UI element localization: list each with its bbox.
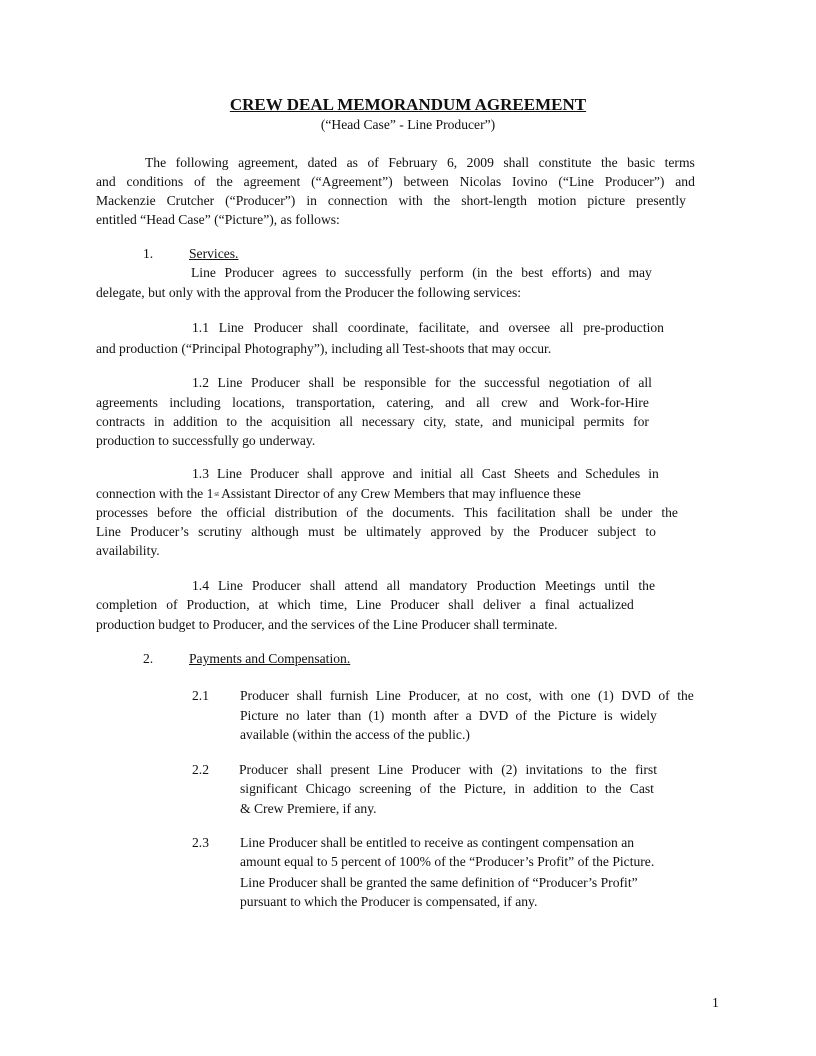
word: facilitate, bbox=[418, 320, 470, 335]
word: negotiation bbox=[548, 375, 610, 390]
clause-line: pursuant to which the Producer is compensated, if any. bbox=[240, 894, 538, 909]
word: a bbox=[465, 708, 472, 723]
word: municipal bbox=[520, 414, 575, 429]
word: the bbox=[610, 762, 627, 777]
word: Line bbox=[356, 597, 382, 612]
word: 1.1 bbox=[192, 320, 209, 335]
word: crew bbox=[501, 395, 528, 410]
word: following bbox=[175, 155, 229, 170]
word: 2009 bbox=[466, 155, 494, 170]
word: shall bbox=[296, 688, 323, 703]
word: Line bbox=[96, 524, 121, 539]
word: best bbox=[521, 265, 544, 280]
section-heading: Services. bbox=[189, 246, 239, 261]
word: between bbox=[403, 174, 449, 189]
word: of bbox=[194, 174, 206, 189]
word: Crutcher bbox=[166, 193, 215, 208]
word: addition bbox=[173, 414, 218, 429]
clause-line bbox=[239, 762, 657, 778]
clause-line: production budget to Producer, and the services of the Line Producer shall terminate. bbox=[96, 617, 558, 632]
word: scrutiny bbox=[198, 524, 242, 539]
word: agrees bbox=[282, 265, 317, 280]
word: shall bbox=[308, 375, 335, 390]
word: in bbox=[514, 781, 525, 796]
word: which bbox=[277, 597, 311, 612]
word: a bbox=[529, 597, 536, 612]
word: until bbox=[604, 578, 630, 593]
word: present bbox=[330, 762, 370, 777]
word: motion bbox=[537, 193, 577, 208]
clause-line: Line Producer shall be granted the same definition of “Producer’s Profit” bbox=[240, 875, 638, 890]
word: (in bbox=[472, 265, 488, 280]
word: one bbox=[570, 688, 591, 703]
word: and bbox=[96, 174, 116, 189]
word: invitations bbox=[525, 762, 583, 777]
word: state, bbox=[455, 414, 484, 429]
word: shall bbox=[503, 155, 530, 170]
word: significant bbox=[240, 781, 298, 796]
word: under bbox=[621, 505, 653, 520]
word: (2) bbox=[501, 762, 518, 777]
word: documents. bbox=[392, 505, 455, 520]
clause-number: 2.2 bbox=[192, 762, 209, 777]
word: be bbox=[599, 505, 613, 520]
word: as bbox=[346, 155, 358, 170]
intro-line bbox=[145, 155, 695, 171]
word: Line bbox=[217, 578, 243, 593]
word: at bbox=[258, 597, 269, 612]
word: Line bbox=[191, 265, 216, 280]
word: in bbox=[648, 466, 659, 481]
word: the bbox=[534, 708, 551, 723]
word: approved bbox=[430, 524, 482, 539]
word: 1.4 bbox=[192, 578, 209, 593]
word: and bbox=[675, 174, 695, 189]
word: no bbox=[285, 708, 300, 723]
word: (“Agreement”) bbox=[311, 174, 393, 189]
word: shall bbox=[296, 762, 323, 777]
word: short-length bbox=[461, 193, 527, 208]
word: for bbox=[434, 375, 451, 390]
word: dated bbox=[307, 155, 338, 170]
word: first bbox=[635, 762, 657, 777]
word: permits bbox=[583, 414, 625, 429]
word: all bbox=[460, 466, 474, 481]
word: the bbox=[604, 781, 622, 796]
word: the bbox=[496, 265, 513, 280]
word: Producer bbox=[251, 578, 301, 593]
word: Production, bbox=[186, 597, 250, 612]
word: and bbox=[392, 466, 413, 481]
word: Production bbox=[476, 578, 536, 593]
word: Picture, bbox=[464, 781, 507, 796]
word: DVD bbox=[621, 688, 651, 703]
word: screening bbox=[359, 781, 412, 796]
word: (“Producer”) bbox=[225, 193, 296, 208]
word: processes bbox=[96, 505, 149, 520]
word: Cast bbox=[629, 781, 654, 796]
word: Producer bbox=[240, 688, 290, 703]
word: in bbox=[153, 414, 165, 429]
word: the bbox=[433, 193, 451, 208]
word: Producer, bbox=[408, 688, 461, 703]
intro-line bbox=[96, 174, 695, 190]
word: be bbox=[343, 524, 357, 539]
word: facilitation bbox=[496, 505, 556, 520]
word: Iovino bbox=[512, 174, 548, 189]
word: Line bbox=[378, 762, 403, 777]
clause-line: availability. bbox=[96, 543, 160, 558]
clause-line bbox=[96, 486, 581, 504]
word: the bbox=[439, 781, 456, 796]
clause-line bbox=[192, 466, 659, 482]
word: of bbox=[419, 781, 431, 796]
word: after bbox=[433, 708, 459, 723]
word: all bbox=[559, 320, 574, 335]
word: widely bbox=[619, 708, 657, 723]
superscript-st: st bbox=[214, 490, 220, 498]
word: final bbox=[544, 597, 570, 612]
word: Producer bbox=[253, 320, 303, 335]
section-number: 2. bbox=[143, 651, 154, 666]
clause-line: and production (“Principal Photography”), including all Test-shoots that may occur. bbox=[96, 341, 552, 356]
word: the bbox=[513, 524, 530, 539]
clause-line bbox=[240, 708, 657, 724]
word: actualized bbox=[578, 597, 634, 612]
word: agreement, bbox=[238, 155, 299, 170]
word: transportation, bbox=[296, 395, 376, 410]
word: of bbox=[658, 688, 670, 703]
word: picture bbox=[587, 193, 626, 208]
word: Producer bbox=[539, 524, 589, 539]
word: (1) bbox=[597, 688, 614, 703]
word: Work-for-Hire bbox=[570, 395, 649, 410]
word: at bbox=[467, 688, 478, 703]
word: of bbox=[367, 155, 379, 170]
word: shall bbox=[309, 578, 336, 593]
section-heading: Payments and Compensation. bbox=[189, 651, 351, 666]
clause-line bbox=[96, 597, 634, 613]
word: in bbox=[306, 193, 317, 208]
word: all bbox=[386, 578, 401, 593]
clause-line bbox=[240, 688, 694, 704]
clause-number: 2.1 bbox=[192, 688, 209, 703]
clause-line bbox=[96, 414, 649, 430]
word: shall bbox=[564, 505, 591, 520]
word: Producer bbox=[411, 762, 461, 777]
word: although bbox=[251, 524, 299, 539]
word: including bbox=[169, 395, 221, 410]
word: Producer bbox=[224, 265, 274, 280]
word: agreement bbox=[243, 174, 301, 189]
word: agreements bbox=[96, 395, 158, 410]
word: the bbox=[459, 375, 476, 390]
word: shall bbox=[307, 466, 333, 481]
word: all bbox=[476, 395, 490, 410]
word: (1) bbox=[368, 708, 385, 723]
word: perform bbox=[419, 265, 464, 280]
clause-line bbox=[240, 781, 654, 797]
word: for bbox=[633, 414, 649, 429]
word: ultimately bbox=[366, 524, 422, 539]
word: catering, bbox=[386, 395, 434, 410]
word: mandatory bbox=[409, 578, 468, 593]
word: Nicolas bbox=[459, 174, 502, 189]
word: deliver bbox=[483, 597, 521, 612]
word: of bbox=[346, 505, 358, 520]
word: necessary bbox=[361, 414, 415, 429]
clause-line bbox=[96, 395, 649, 411]
word: coordinate, bbox=[347, 320, 409, 335]
word: basic bbox=[627, 155, 656, 170]
word: before bbox=[157, 505, 192, 520]
word: the bbox=[216, 174, 233, 189]
word: to bbox=[591, 762, 602, 777]
word: and bbox=[600, 265, 620, 280]
clause-line bbox=[96, 505, 678, 521]
word: attend bbox=[344, 578, 378, 593]
word: is bbox=[603, 708, 613, 723]
clause-line: production to successfully go underway. bbox=[96, 433, 316, 448]
clause-line: & Crew Premiere, if any. bbox=[240, 801, 377, 816]
word: of bbox=[166, 597, 178, 612]
word: 1.2 bbox=[192, 375, 209, 390]
word: and bbox=[557, 466, 578, 481]
document-subtitle: (“Head Case” - Line Producer”) bbox=[320, 117, 496, 132]
word: The bbox=[145, 155, 167, 170]
word: cost, bbox=[506, 688, 532, 703]
word: furnish bbox=[329, 688, 369, 703]
word: to bbox=[226, 414, 237, 429]
word: the bbox=[601, 155, 618, 170]
clause-line: Line Producer shall be entitled to receive as contingent compensation an bbox=[240, 835, 635, 850]
word: of bbox=[515, 708, 527, 723]
intro-line bbox=[96, 193, 686, 209]
word: conditions bbox=[126, 174, 184, 189]
word: to bbox=[586, 781, 597, 796]
word: the bbox=[366, 505, 384, 520]
clause-line bbox=[192, 320, 664, 336]
word: and bbox=[479, 320, 499, 335]
clause-line bbox=[192, 578, 655, 594]
section-line bbox=[191, 265, 652, 281]
clause-line bbox=[192, 375, 652, 391]
word: Producer bbox=[251, 375, 301, 390]
word: and bbox=[445, 395, 465, 410]
word: contracts bbox=[96, 414, 146, 429]
word: Line bbox=[218, 320, 244, 335]
word: responsible bbox=[364, 375, 427, 390]
word: shall bbox=[312, 320, 339, 335]
clause-text: connection with the 1 bbox=[96, 486, 214, 501]
word: Producer’s bbox=[130, 524, 189, 539]
word: Chicago bbox=[305, 781, 351, 796]
word: Sheets bbox=[513, 466, 550, 481]
word: must bbox=[308, 524, 335, 539]
word: Producer bbox=[239, 762, 289, 777]
word: official bbox=[226, 505, 266, 520]
word: the bbox=[638, 578, 655, 593]
word: addition bbox=[533, 781, 578, 796]
word: terms bbox=[664, 155, 695, 170]
word: acquisition bbox=[271, 414, 331, 429]
word: presently bbox=[636, 193, 686, 208]
word: the bbox=[245, 414, 263, 429]
word: subject bbox=[597, 524, 637, 539]
word: the bbox=[677, 688, 694, 703]
word: 6, bbox=[446, 155, 458, 170]
word: may bbox=[628, 265, 652, 280]
page-number: 1 bbox=[712, 995, 719, 1010]
word: to bbox=[325, 265, 337, 280]
word: Mackenzie bbox=[96, 193, 156, 208]
word: with bbox=[468, 762, 493, 777]
clause-text: Assistant Director of any Crew Members that may influence these bbox=[221, 486, 581, 501]
intro-line: entitled “Head Case” (“Picture”), as follows: bbox=[96, 212, 340, 227]
word: Line bbox=[217, 375, 243, 390]
word: with bbox=[398, 193, 423, 208]
word: successfully bbox=[344, 265, 412, 280]
clause-line: available (within the access of the public.) bbox=[240, 727, 470, 742]
document-title: CREW DEAL MEMORANDUM AGREEMENT bbox=[229, 95, 587, 114]
clause-line: amount equal to 5 percent of 100% of the “Producer’s Profit” of the Picture. bbox=[240, 854, 655, 869]
word: This bbox=[463, 505, 488, 520]
word: distribution bbox=[274, 505, 338, 520]
word: all bbox=[339, 414, 354, 429]
word: Meetings bbox=[544, 578, 596, 593]
word: February bbox=[388, 155, 438, 170]
word: and bbox=[492, 414, 512, 429]
word: 1.3 bbox=[192, 466, 209, 481]
word: Producer”) bbox=[604, 174, 665, 189]
word: than bbox=[337, 708, 362, 723]
word: Cast bbox=[481, 466, 506, 481]
word: the bbox=[661, 505, 678, 520]
word: constitute bbox=[538, 155, 592, 170]
word: of bbox=[618, 375, 630, 390]
word: shall bbox=[448, 597, 474, 612]
word: oversee bbox=[508, 320, 551, 335]
word: successful bbox=[484, 375, 541, 390]
word: later bbox=[306, 708, 331, 723]
word: and bbox=[539, 395, 559, 410]
word: be bbox=[342, 375, 356, 390]
word: by bbox=[490, 524, 504, 539]
word: efforts) bbox=[551, 265, 592, 280]
word: pre-production bbox=[583, 320, 664, 335]
clause-line bbox=[96, 524, 656, 540]
word: DVD bbox=[478, 708, 509, 723]
section-number: 1. bbox=[143, 246, 154, 261]
word: locations, bbox=[232, 395, 285, 410]
word: approve bbox=[340, 466, 385, 481]
word: month bbox=[391, 708, 427, 723]
word: city, bbox=[423, 414, 447, 429]
word: Producer bbox=[390, 597, 440, 612]
word: Picture bbox=[557, 708, 597, 723]
word: Picture bbox=[240, 708, 279, 723]
word: initial bbox=[420, 466, 453, 481]
word: Producer bbox=[249, 466, 300, 481]
word: completion bbox=[96, 597, 158, 612]
word: Schedules bbox=[585, 466, 641, 481]
word: time, bbox=[319, 597, 348, 612]
word: the bbox=[200, 505, 218, 520]
section-line: delegate, but only with the approval from the Producer the following services: bbox=[96, 285, 522, 300]
word: to bbox=[645, 524, 656, 539]
word: connection bbox=[327, 193, 388, 208]
word: Line bbox=[217, 466, 242, 481]
word: with bbox=[539, 688, 564, 703]
word: all bbox=[638, 375, 652, 390]
word: (“Line bbox=[558, 174, 594, 189]
word: no bbox=[485, 688, 499, 703]
word: Line bbox=[375, 688, 401, 703]
clause-number: 2.3 bbox=[192, 835, 209, 850]
